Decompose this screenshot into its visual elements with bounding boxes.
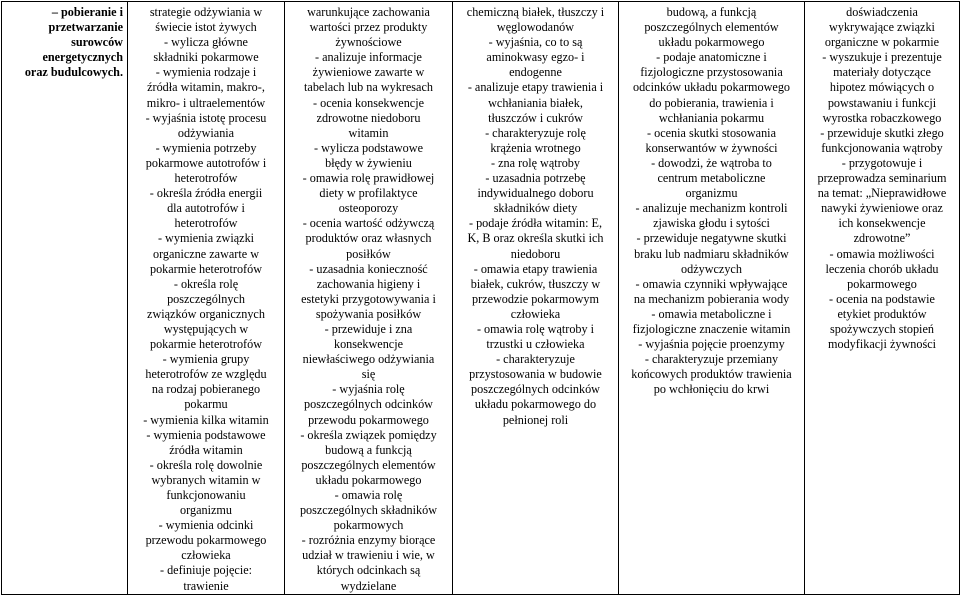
cell-text-line: poszczególnych elementów [644, 20, 779, 35]
cell-text-line: witamin [348, 125, 389, 140]
cell-text-line: – pobieranie i [51, 5, 123, 19]
cell-text-line: powstawaniu i funkcji [827, 95, 937, 110]
requirements-beyond-cell [805, 2, 960, 595]
cell-text-line: zdrowotne” [853, 231, 911, 246]
cell-text-line: się [361, 367, 376, 382]
cell-text-line: - wymienia związki [157, 231, 255, 246]
cell-text-line: - charakteryzuje rolę [485, 125, 586, 140]
cell-text-line: przewodu pokarmowego [308, 412, 429, 427]
cell-text-line: organizmu [685, 186, 738, 201]
cell-text-line: braku lub nadmiaru składników [634, 246, 789, 261]
cell-text-line: - analizuje mechanizm kontroli [635, 201, 788, 216]
cell-text-line: budową a funkcją [325, 442, 412, 457]
cell-text-line: krążenia wrotnego [490, 140, 581, 155]
cell-text-line: osteoporozy [338, 201, 399, 216]
cell-text-line: poszczególnych odcinków [471, 382, 600, 397]
cell-text-line: układu pokarmowego do [474, 397, 597, 412]
cell-text-line: - omawia rolę prawidłowej [302, 171, 435, 186]
cell-text-line: - omawia rolę wątroby i [476, 321, 595, 336]
cell-text-line: - wyjaśnia pojęcie proenzymy [638, 337, 785, 352]
cell-text-line: pokarmowego [847, 276, 917, 291]
cell-text-line: produktów oraz własnych [305, 231, 432, 246]
cell-text-line: wybranych witamin w [151, 472, 261, 487]
cell-text-line: - definiuje pojęcie: [159, 563, 253, 578]
cell-text-line: wartości przez produkty [309, 20, 428, 35]
cell-text-line: zjawiska głodu i sytości [653, 216, 770, 231]
cell-text-line: wyrostka robaczkowego [822, 110, 942, 125]
cell-text-line: heterotrofów ze względu [145, 367, 267, 382]
topic-cell [2, 2, 128, 595]
cell-text-line: - przewiduje skutki złego [820, 125, 944, 140]
cell-text-line: związków organicznych [147, 306, 265, 321]
cell-text-line: ich konsekwencje [838, 216, 926, 231]
cell-text-line: przeprowadza seminarium [817, 171, 947, 186]
cell-text-line: trawienie [183, 578, 229, 593]
cell-text-line: spożywczych stopień [830, 321, 934, 336]
cell-text-line: funkcjonowaniu [166, 488, 246, 502]
cell-text-line: dla autotrofów i [167, 201, 245, 216]
requirements-extended-cell [285, 2, 453, 595]
cell-text-line: konsekwencje [333, 337, 404, 352]
cell-text-line: zachowania higieny i [316, 276, 421, 291]
cell-text-line: pokarmowe autotrofów i [145, 155, 267, 170]
cell-text-line: K, B oraz określa skutki ich [467, 231, 604, 246]
cell-text-line: - ocenia konsekwencje [313, 95, 424, 110]
cell-text-line: wchłaniania pokarmu [658, 110, 765, 125]
cell-text-line: żywnościowe [335, 35, 402, 50]
cell-text-line: oraz budulcowych. [24, 65, 123, 80]
cell-text-line: - charakteryzuje przemiany [644, 352, 779, 367]
cell-text-line: heterotrofów [174, 171, 238, 186]
cell-text-line: estetyki przygotowywania i [301, 291, 436, 306]
cell-text-line: heterotrofów [174, 216, 238, 231]
cell-text-line: - podaje źródła witamin: E, [468, 216, 602, 231]
cell-text-line: - omawia możliwości [829, 246, 935, 261]
cell-text-line: - wymienia rodzaje i [155, 65, 257, 80]
cell-text-line: organizmu [180, 503, 232, 518]
cell-text-line: białek, cukrów, tłuszczy w [470, 276, 601, 291]
cell-text-line: których odcinkach są [316, 563, 421, 578]
cell-text-line: niewłaściwego odżywiania [302, 352, 435, 367]
cell-text-line: surowców [71, 35, 123, 50]
cell-text-line: - rozróżnia enzymy biorące [301, 533, 436, 548]
cell-text-line: przewodu pokarmowego [145, 533, 267, 548]
cell-text-line: układu pokarmowego [658, 35, 765, 50]
cell-text-line: poszczególnych elementów [301, 457, 436, 472]
cell-text-line: przystosowania w budowie [469, 367, 602, 382]
cell-text-line: mikro- i ultraelementów [146, 95, 266, 110]
cell-text-line: odżywiania [177, 125, 235, 140]
cell-text-line: układu pokarmowego [315, 472, 422, 487]
cell-text-line: endogenne [509, 65, 562, 80]
cell-text-line: modyfikacji żywności [828, 337, 936, 352]
cell-text-line: centrum metaboliczne [657, 171, 766, 186]
cell-text-line: - uzasadnia potrzebę [485, 171, 586, 186]
cell-text-line: wykrywające związki [829, 20, 935, 35]
cell-text-line: nawyki żywieniowe oraz [821, 201, 943, 216]
cell-text-line: - analizuje informacje [315, 50, 422, 65]
cell-text-line: tłuszczów i cukrów [488, 110, 583, 125]
cell-text-line: - omawia czynniki wpływające [635, 276, 788, 291]
cell-text-line: wydzielane [340, 578, 397, 593]
cell-text-line: - wylicza podstawowe [314, 140, 423, 155]
cell-text-line: aminokwasy egzo- i [486, 50, 585, 65]
cell-text-line: - ocenia wartość odżywczą [302, 216, 435, 231]
cell-text-line: poszczególnych odcinków [304, 397, 433, 412]
cell-text-line: pokarmu [184, 397, 228, 412]
cell-text-line: żywieniowe zawarte w [312, 65, 425, 80]
cell-text-line: węglowodanów [496, 20, 575, 35]
cell-text-line: etykiet produktów [837, 306, 927, 321]
cell-text-line: - omawia rolę [334, 488, 403, 502]
cell-text-line: hipotez mówiących o [829, 80, 935, 95]
cell-text-line: poszczególnych [167, 291, 245, 306]
cell-text-line: - wylicza główne [164, 35, 248, 50]
cell-text-line: wchłaniania białek, [488, 95, 583, 110]
cell-text-line: składników diety [493, 201, 578, 216]
cell-text-line: - wyjaśnia rolę [332, 382, 405, 397]
requirements-complete-cell [619, 2, 805, 595]
cell-text-line: składniki pokarmowe [153, 50, 259, 65]
cell-text-line: przewodzie pokarmowym [472, 291, 599, 306]
cell-text-line: - ocenia na podstawie [829, 291, 935, 306]
cell-text-line: świecie istot żywych [155, 20, 257, 35]
cell-text-line: posiłków [346, 246, 391, 261]
cell-text-line: spożywania posiłków [315, 306, 422, 321]
cell-text-line: budową, a funkcją [666, 5, 757, 19]
cell-text-line: diety w profilaktyce [319, 186, 418, 201]
cell-text-line: udział w trawieniu i wie, w [302, 548, 435, 563]
cell-text-line: - podaje anatomiczne i [656, 50, 767, 65]
cell-text-line: źródła witamin, makro-, [147, 80, 265, 95]
cell-text-line: - określa związek pomiędzy [300, 427, 437, 442]
cell-text-line: - analizuje etapy trawienia i [467, 80, 604, 95]
cell-text-line: - wymienia grupy [162, 352, 250, 367]
cell-text-line: na temat: „Nieprawidłowe [817, 186, 947, 201]
requirements-basic-cell [128, 2, 285, 595]
cell-text-line: - dowodzi, że wątroba to [651, 155, 772, 170]
cell-text-line: energetycznych [42, 50, 123, 65]
cell-text-line: - przygotowuje i [841, 155, 923, 170]
cell-text-line: - zna rolę wątroby [491, 155, 580, 170]
cell-text-line: funkcjonowania wątroby [821, 140, 943, 155]
cell-text-line: chemiczną białek, tłuszczy i [466, 5, 605, 19]
cell-text-line: - wymienia potrzeby [155, 140, 257, 155]
cell-text-line: na rodzaj pobieranego [151, 382, 261, 397]
cell-text-line: - określa źródła energii [149, 186, 263, 201]
cell-text-line: - omawia etapy trawienia [473, 261, 598, 276]
cell-text-line: warunkujące zachowania [307, 5, 430, 19]
cell-text-line: doświadczenia [846, 5, 918, 19]
cell-text-line: pełnionej roli [502, 412, 569, 427]
cell-text-line: końcowych produktów trawienia [631, 367, 792, 382]
cell-text-line: tabelach lub na wykresach [304, 80, 433, 95]
cell-text-line: pokarmie heterotrofów [149, 337, 262, 352]
cell-text-line: - wymienia podstawowe [146, 427, 266, 442]
cell-text-line: odżywczych [681, 261, 742, 276]
cell-text-line: organiczne zawarte w [152, 246, 259, 261]
cell-text-line: indywidualnego doboru [477, 186, 594, 201]
cell-text-line: fizjologiczne przystosowania [640, 65, 783, 80]
cell-text-line: - uzasadnia konieczność [309, 261, 428, 276]
cell-text-line: - określa rolę dowolnie [149, 457, 263, 472]
cell-text-line: strategie odżywiania w [149, 5, 263, 19]
cell-text-line: konserwantów w żywności [645, 140, 778, 155]
cell-text-line: - wymienia kilka witamin [143, 412, 269, 427]
cell-text-line: poszczególnych składników [299, 503, 438, 518]
cell-text-line: - wyszukuje i prezentuje [822, 50, 942, 65]
cell-text-line: - ocenia skutki stosowania [647, 125, 776, 140]
cell-text-line: pokarmie heterotrofów [149, 261, 262, 276]
curriculum-table [1, 1, 960, 595]
cell-text-line: do pobierania, trawienia i [649, 95, 774, 110]
cell-text-line: na mechanizm pobierania wody [633, 291, 790, 306]
cell-text-line: - przewiduje i zna [324, 321, 413, 336]
cell-text-line: błędy w żywieniu [325, 155, 412, 170]
cell-text-line: - wymienia odcinki [158, 518, 254, 533]
cell-text-line: człowieka [181, 548, 231, 563]
cell-text-line: organiczne w pokarmie [824, 35, 940, 50]
cell-text-line: - określa rolę [173, 276, 239, 291]
cell-text-line: zdrowotne niedoboru [316, 110, 421, 125]
cell-text-line: pokarmowych [333, 518, 404, 533]
cell-text-line: występujących w [163, 321, 249, 336]
cell-text-line: trzustki u człowieka [486, 337, 585, 352]
cell-text-line: przetwarzanie [48, 20, 123, 35]
cell-text-line: materiały dotyczące [833, 65, 931, 80]
cell-text-line: - charakteryzuje [496, 352, 575, 367]
table-row [2, 2, 960, 595]
cell-text-line: leczenia chorób układu [825, 261, 939, 276]
cell-text-line: źródła witamin [169, 442, 243, 457]
cell-text-line: po wchłonięciu do krwi [653, 382, 770, 397]
cell-text-line: fizjologiczne znaczenie witamin [632, 321, 791, 336]
cell-text-line: odcinków układu pokarmowego [632, 80, 791, 95]
cell-text-line: - przewiduje negatywne skutki [636, 231, 787, 246]
cell-text-line: - wyjaśnia, co to są [488, 35, 583, 50]
requirements-advanced-cell [453, 2, 619, 595]
cell-text-line: - wyjaśnia istotę procesu [145, 110, 267, 125]
cell-text-line: - omawia metaboliczne i [651, 306, 772, 321]
cell-text-line: człowieka [510, 306, 561, 321]
cell-text-line: niedoboru [510, 246, 561, 261]
